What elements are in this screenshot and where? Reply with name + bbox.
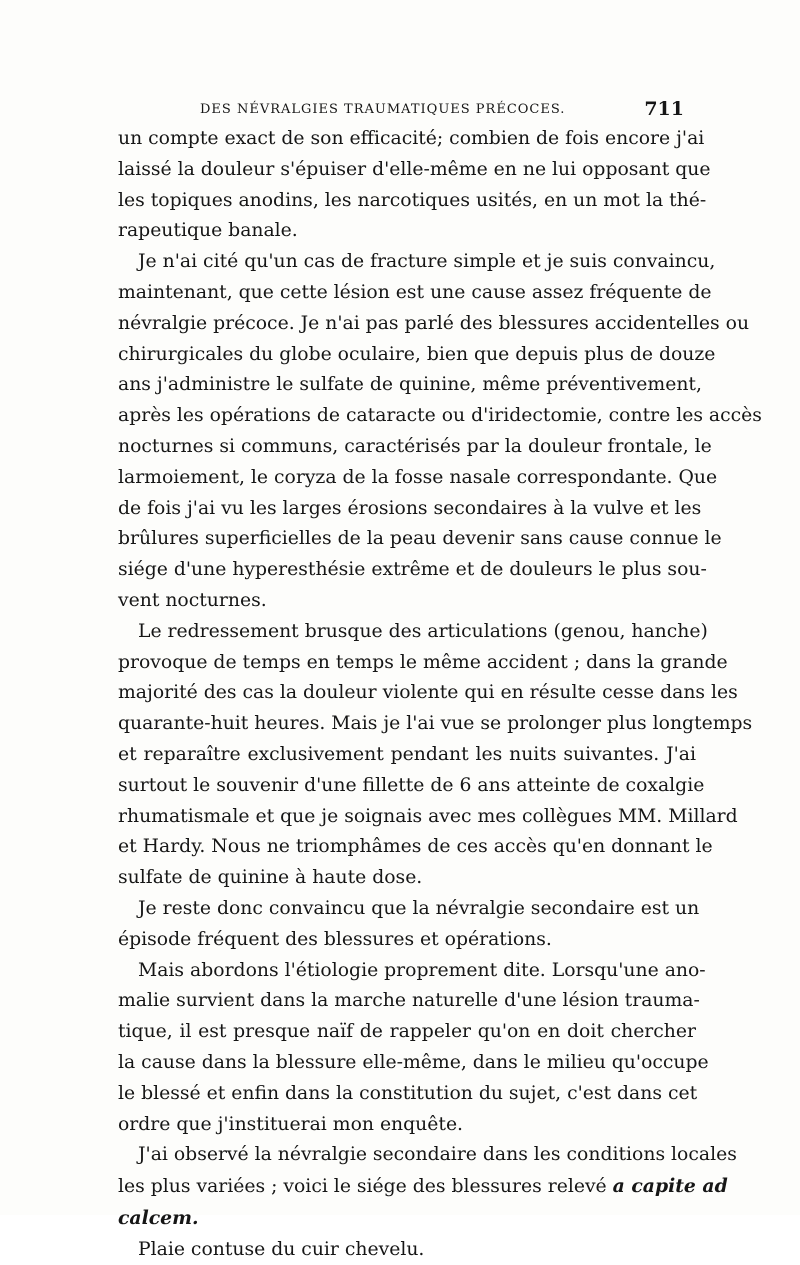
- paragraph: [118, 247, 762, 617]
- page-number: 711: [644, 98, 684, 120]
- page-header: [118, 98, 684, 122]
- text-line: tique, il est presque naïf de rappeler qu'on en doit chercher: [118, 1021, 696, 1043]
- text-line: Je n'ai cité qu'un cas de fracture simple et je suis convaincu,: [138, 251, 716, 273]
- text-line: sulfate de quinine à haute dose.: [118, 867, 423, 889]
- text-line: malie survient dans la marche naturelle d'une lésion trauma-: [118, 990, 700, 1012]
- text-line: nocturnes si communs, caractérisés par la douleur frontale, le: [118, 435, 712, 457]
- text-line: quarante-huit heures. Mais je l'ai vue se prolonger plus longtemps: [118, 713, 753, 735]
- text-line: provoque de temps en temps le même accident ; dans la grande: [118, 651, 728, 673]
- text-line: J'ai observé la névralgie secondaire dans les conditions locales: [138, 1144, 737, 1166]
- text-line: ans j'administre le sulfate de quinine, même préventivement,: [118, 374, 702, 396]
- latin-phrase-end: calcem.: [118, 1206, 199, 1229]
- text-line: rhumatismale et que je soignais avec mes collègues MM. Millard: [118, 805, 738, 827]
- text-line: les topiques anodins, les narcotiques usités, en un mot la thé-: [118, 189, 707, 211]
- text-line: névralgie précoce. Je n'ai pas parlé des blessures accidentelles ou: [118, 312, 750, 334]
- body-text: [118, 124, 762, 1265]
- text-line: brûlures superficielles de la peau devenir sans cause connue le: [118, 528, 722, 550]
- paragraph: [118, 617, 753, 894]
- text-line: laissé la douleur s'épuiser d'elle-même en ne lui opposant que: [118, 158, 711, 180]
- text-line: le blessé et enfin dans la constitution du sujet, c'est dans cet: [118, 1082, 698, 1104]
- paragraph: [118, 1140, 737, 1234]
- text-line: siége d'une hyperesthésie extrême et de douleurs le plus sou-: [118, 559, 707, 581]
- running-title: DES NÉVRALGIES TRAUMATIQUES PRÉCOCES.: [200, 102, 566, 117]
- text-line: ordre que j'instituerai mon enquête.: [118, 1113, 464, 1135]
- text-line: Je reste donc convaincu que la névralgie secondaire est un: [138, 897, 700, 919]
- text-line: [118, 1171, 728, 1203]
- text-line: de fois j'ai vu les larges érosions secondaires à la vulve et les: [118, 497, 702, 519]
- latin-phrase: a capite ad: [612, 1175, 728, 1198]
- text-line: Le redressement brusque des articulations (genou, hanche): [138, 620, 708, 642]
- text-line: Mais abordons l'étiologie proprement dite. Lorsqu'une ano-: [138, 959, 706, 981]
- text-line: rapeutique banale.: [118, 220, 298, 242]
- text-line: épisode fréquent des blessures et opérations.: [118, 928, 552, 950]
- paragraph: [118, 124, 711, 247]
- text-line: un compte exact de son efficacité; combien de fois encore j'ai: [118, 128, 705, 149]
- text-line: larmoiement, le coryza de la fosse nasale correspondante. Que: [118, 466, 718, 488]
- text-line: la cause dans la blessure elle-même, dans le milieu qu'occupe: [118, 1051, 709, 1073]
- text-fragment: les plus variées ; voici le siége des blessures relevé: [118, 1176, 607, 1198]
- text-line: [118, 1203, 696, 1235]
- paragraph: [118, 1235, 696, 1265]
- paragraph: [118, 956, 709, 1141]
- text-line: maintenant, que cette lésion est une cause assez fréquente de: [118, 281, 712, 303]
- text-line: vent nocturnes.: [118, 589, 267, 611]
- text-line: majorité des cas la douleur violente qui en résulte cesse dans les: [118, 682, 738, 704]
- text-line: surtout le souvenir d'une fillette de 6 ans atteinte de coxalgie: [118, 774, 705, 796]
- text-line: chirurgicales du globe oculaire, bien que depuis plus de douze: [118, 343, 716, 365]
- text-line: et Hardy. Nous ne triomphâmes de ces accès qu'en donnant le: [118, 836, 713, 858]
- text-line: et reparaître exclusivement pendant les nuits suivantes. J'ai: [118, 743, 696, 765]
- text-line: Plaie contuse du cuir chevelu.: [138, 1238, 425, 1260]
- text-line: après les opérations de cataracte ou d'iridectomie, contre les accès: [118, 405, 762, 427]
- paragraph: [118, 894, 700, 956]
